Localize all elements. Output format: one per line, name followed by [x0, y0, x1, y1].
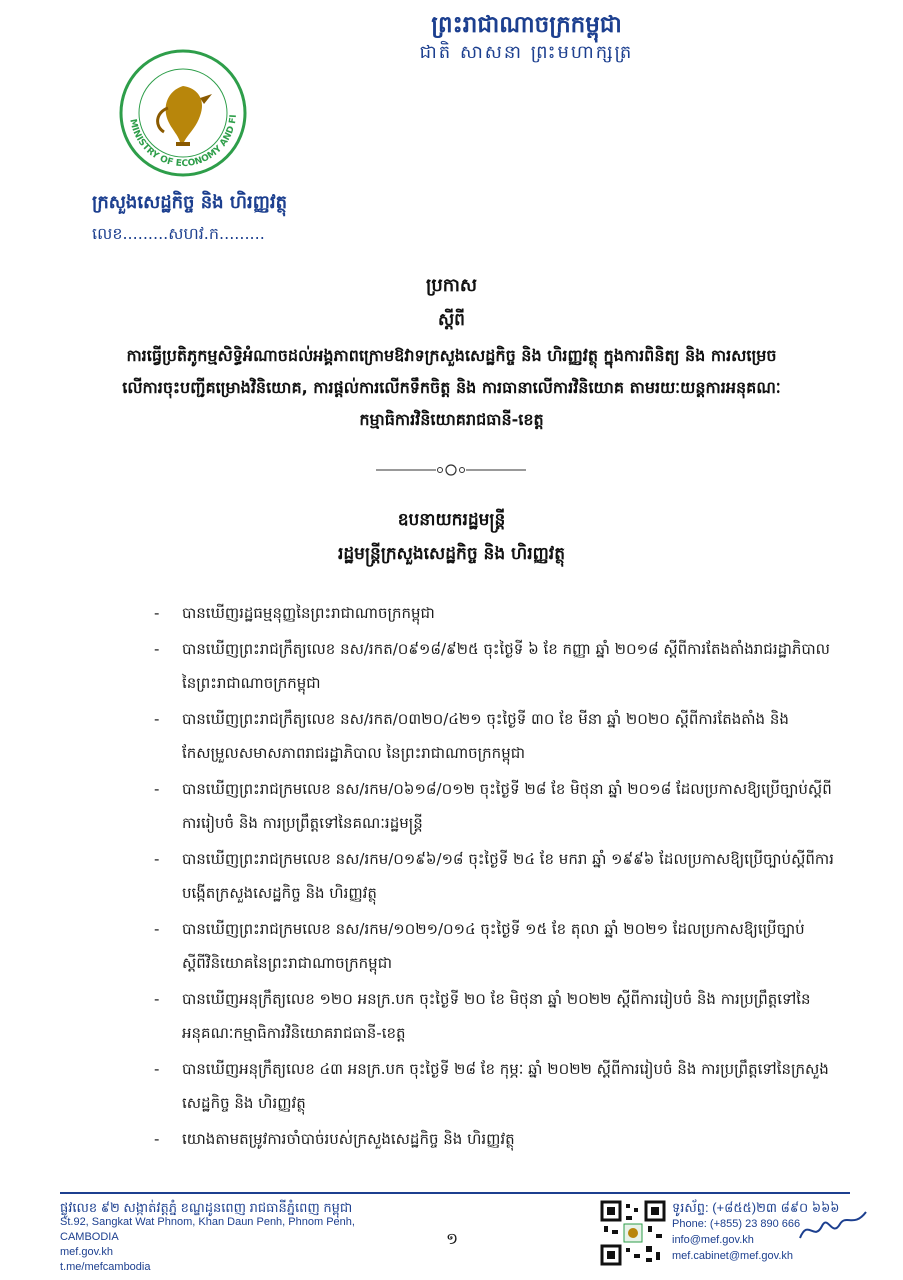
clause-item — [150, 596, 840, 630]
dash-bullet: - — [154, 990, 160, 1008]
clause-text: បានឃើញព្រះរាជក្រមលេខ នស/រកម/១០២១/០១៤ ចុះថ្ងៃទី ១៥ ខែ តុលា ឆ្នាំ ២០២១ ដែលប្រកាសឱ្យប្រើច្បាប់ស្តីពីវិនិយោគនៃព្រះរាជាណាចក្រកម្ពុជា — [182, 920, 805, 972]
ornament-icon — [376, 460, 526, 480]
cabinet-email-link[interactable]: mef.cabinet@mef.gov.kh — [672, 1250, 794, 1262]
document-title — [120, 272, 783, 436]
signature-mark — [798, 1208, 868, 1244]
issuer-role: រដ្ឋមន្ត្រីក្រសួងសេដ្ឋកិច្ច និង ហិរញ្ញវត្ថុ — [338, 544, 565, 564]
clause-text: យោងតាមតម្រូវការចាំបាច់របស់ក្រសួងសេដ្ឋកិច្ច និង ហិរញ្ញវត្ថុ — [182, 1130, 515, 1148]
ministry-seal-icon — [108, 38, 258, 188]
email-link[interactable]: info@mef.gov.kh — [672, 1234, 754, 1246]
issuer-block — [150, 505, 753, 569]
clause-text: បានឃើញព្រះរាជក្រមលេខ នស/រកម/០៦១៨/០១២ ចុះថ្ងៃទី ២៨ ខែ មិថុនា ឆ្នាំ ២០១៨ ដែលប្រកាសឱ្យប្រើច្បាប់ស្តីពីការរៀបចំ និង ការប្រព្រឹត្តទៅនៃគណៈរដ្ឋមន្ត្រី — [182, 780, 832, 832]
phone-english: Phone: (+855) 23 890 666 — [672, 1218, 801, 1230]
clause-item — [150, 632, 840, 700]
dash-bullet: - — [154, 780, 160, 798]
dash-bullet: - — [154, 604, 160, 622]
clause-text: បានឃើញរដ្ឋធម្មនុញ្ញនៃព្រះរាជាណាចក្រកម្ពុជា — [182, 604, 435, 622]
website-link[interactable]: mef.gov.kh — [60, 1246, 113, 1258]
phone-khmer: ទូរស័ព្ទ: (+៨៥៥)២៣ ៨៩០ ៦៦៦ — [672, 1200, 840, 1215]
considering-clauses — [150, 596, 840, 1158]
qr-code-icon — [600, 1200, 666, 1266]
address-khmer: ផ្លូវលេខ ៩២ សង្កាត់វត្តភ្នំ ខណ្ឌដូនពេញ រាជធានីភ្នំពេញ កម្ពុជា — [60, 1200, 353, 1215]
doc-about: ស្តីពី — [438, 310, 465, 330]
clause-item — [150, 1122, 840, 1156]
clause-item — [150, 702, 840, 770]
ministry-logo — [108, 38, 258, 188]
ornament-divider — [376, 460, 526, 480]
issuer-title: ឧបនាយករដ្ឋមន្ត្រី — [397, 510, 506, 530]
doc-type: ប្រកាស — [425, 275, 478, 296]
seal-text: MINISTRY OF ECONOMY AND FI — [127, 114, 239, 170]
address-english: St.92, Sangkat Wat Phnom, Khan Daun Penh, Phnom Penh, CAMBODIA — [60, 1216, 355, 1243]
dash-bullet: - — [154, 920, 160, 938]
clause-text: បានឃើញព្រះរាជក្រឹត្យលេខ នស/រកត/០៣២០/៤២១ ចុះថ្ងៃទី ៣០ ខែ មីនា ឆ្នាំ ២០២០ ស្តីពីការតែងតាំង និង កែសម្រួលសមាសភាពរាជរដ្ឋាភិបាល នៃព្រះរាជាណាចក្រកម្ពុជា — [182, 710, 789, 762]
dash-bullet: - — [154, 850, 160, 868]
reference-number: លេខ.........សហវ.ក......... — [92, 224, 265, 243]
clause-item — [150, 772, 840, 840]
signature-icon — [798, 1208, 868, 1244]
clause-text: បានឃើញអនុក្រឹត្យលេខ ៤៣ អនក្រ.បក ចុះថ្ងៃទី ២៨ ខែ កុម្ភៈ ឆ្នាំ ២០២២ ស្តីពីការរៀបចំ និង ការប្រព្រឹត្តទៅនៃក្រសួងសេដ្ឋកិច្ច និង ហិរញ្ញវត្ថុ — [182, 1060, 829, 1112]
clause-item — [150, 842, 840, 910]
footer-divider — [60, 1192, 850, 1194]
dash-bullet: - — [154, 1130, 160, 1148]
dash-bullet: - — [154, 710, 160, 728]
dash-bullet: - — [154, 1060, 160, 1078]
clause-item — [150, 1052, 840, 1120]
doc-subject: ការធ្វើប្រតិភូកម្មសិទ្ធិអំណាចដល់អង្គភាពក្រោមឱវាទក្រសួងសេដ្ឋកិច្ច និង ហិរញ្ញវត្ថុ ក្នុងការពិនិត្យ និង ការសម្រេចលើការចុះបញ្ជីគម្រោងវិនិយោគ, ការផ្តល់ការលើកទឹកចិត្ត និង ការធានាលើការវិនិយោគ តាមរយៈយន្តការអនុគណៈកម្មាធិការវិនិយោគរាជធានី-ខេត្ត — [122, 346, 781, 429]
clause-item — [150, 982, 840, 1050]
clause-item — [150, 912, 840, 980]
page-number: ១ — [445, 1229, 459, 1248]
clause-text: បានឃើញអនុក្រឹត្យលេខ ១២០ អនក្រ.បក ចុះថ្ងៃទី ២០ ខែ មិថុនា ឆ្នាំ ២០២២ ស្តីពីការរៀបចំ និង ការប្រព្រឹត្តទៅនៃអនុគណៈកម្មាធិការវិនិយោគរាជធានី-ខេត្ត — [182, 990, 811, 1042]
clause-text: បានឃើញព្រះរាជក្រមលេខ នស/រកម/០១៩៦/១៨ ចុះថ្ងៃទី ២៤ ខែ មករា ឆ្នាំ ១៩៩៦ ដែលប្រកាសឱ្យប្រើច្បាប់ស្តីពីការបង្កើតក្រសួងសេដ្ឋកិច្ច និង ហិរញ្ញវត្ថុ — [182, 850, 834, 902]
kingdom-name: ព្រះរាជាណាចក្រកម្ពុជា — [431, 12, 622, 38]
ministry-name: ក្រសួងសេដ្ឋកិច្ច និង ហិរញ្ញវត្ថុ — [92, 192, 287, 213]
footer-address — [60, 1200, 390, 1275]
dash-bullet: - — [154, 640, 160, 658]
national-motto: ជាតិ សាសនា ព្រះមហាក្សត្រ — [419, 42, 634, 63]
qr-code — [600, 1200, 666, 1266]
telegram-link[interactable]: t.me/mefcambodia — [60, 1261, 151, 1273]
clause-text: បានឃើញព្រះរាជក្រឹត្យលេខ នស/រកត/០៩១៨/៩២៥ ចុះថ្ងៃទី ៦ ខែ កញ្ញា ឆ្នាំ ២០១៨ ស្តីពីការតែងតាំងរាជរដ្ឋាភិបាលនៃព្រះរាជាណាចក្រកម្ពុជា — [182, 640, 830, 692]
